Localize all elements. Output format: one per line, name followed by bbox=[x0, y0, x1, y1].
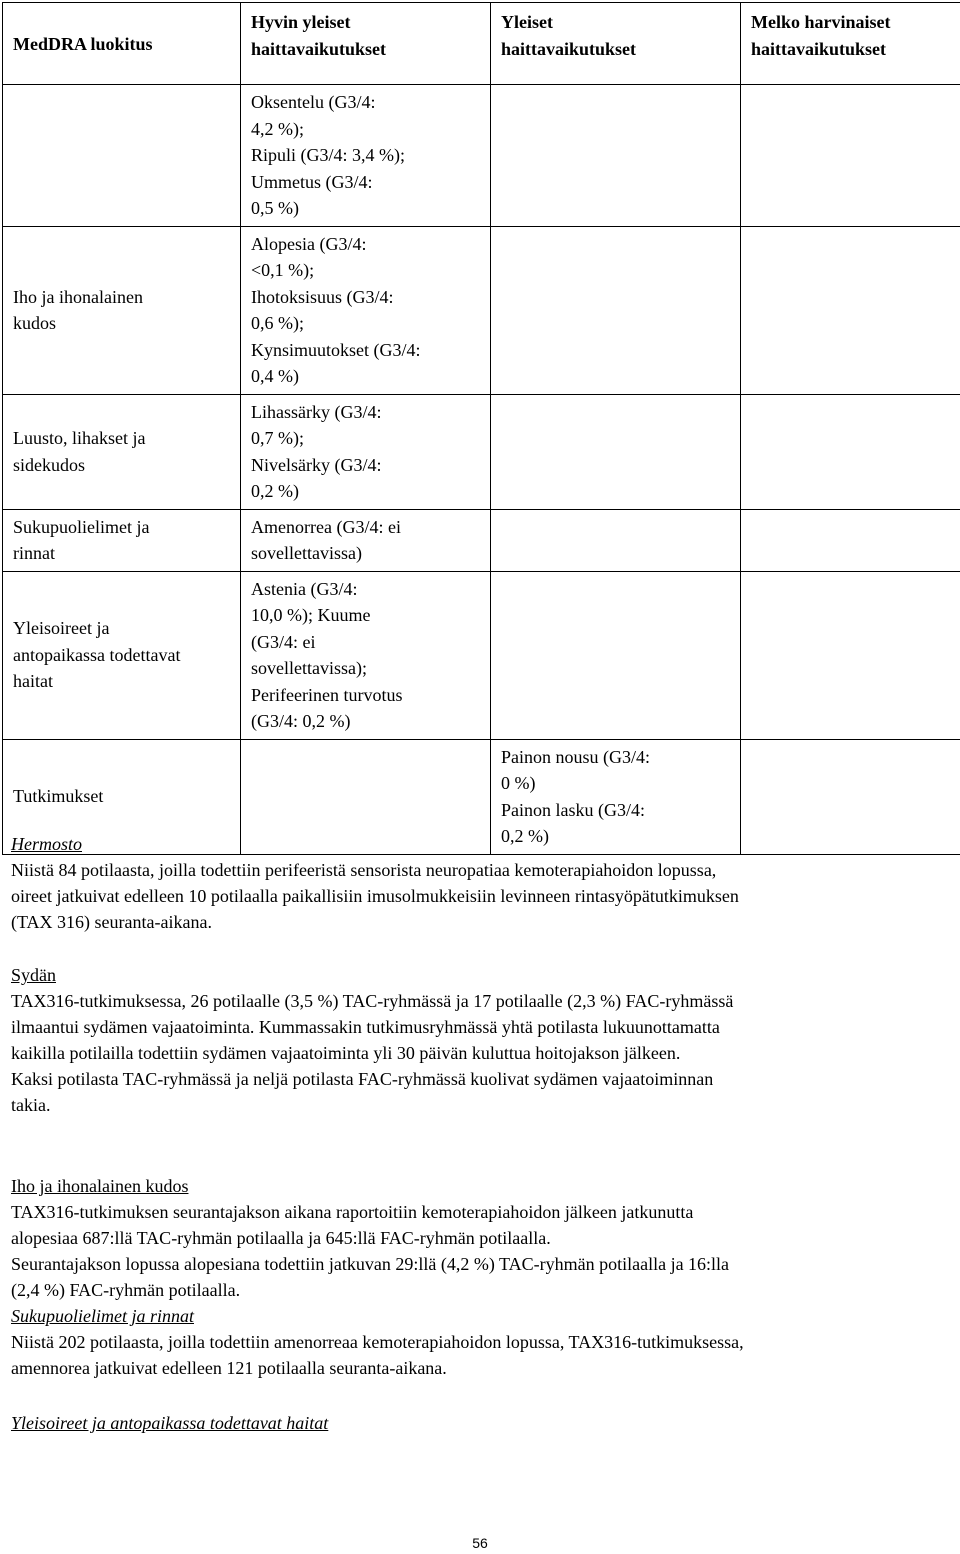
section-sydan: Sydän TAX316-tutkimuksessa, 26 potilaalle (3,5 %) TAC-ryhmässä ja 17 potilaalle (2,3 %) FAC-ryhmässä ilmaantui sydämen vajaatoiminta. Kummassakin tutkimusryhmässä yhtä potilasta lukuunottamatta kaikilla potilailla todettiin sydämen vajaatoiminta yli 30 päivän kuluttua hoitojakson jälkeen. Kaksi potilasta TAC-ryhmässä ja neljä potilasta FAC-ryhmässä kuolivat sydämen vajaatoiminnan takia. bbox=[11, 962, 946, 1118]
category-cell: Luusto, lihakset ja sidekudos bbox=[3, 394, 241, 509]
section-heading: Hermosto bbox=[11, 834, 82, 854]
uncommon-cell bbox=[741, 226, 960, 394]
uncommon-cell bbox=[741, 394, 960, 509]
common-cell bbox=[491, 226, 741, 394]
category-cell: Tutkimukset bbox=[3, 739, 241, 854]
page-number: 56 bbox=[472, 1535, 488, 1551]
category-cell: Iho ja ihonalainen kudos bbox=[3, 226, 241, 394]
common-cell bbox=[491, 571, 741, 739]
category-cell: Yleisoireet ja antopaikassa todettavat haitat bbox=[3, 571, 241, 739]
table-header-row bbox=[3, 3, 960, 85]
section-heading: Sukupuolielimet ja rinnat bbox=[11, 1306, 194, 1326]
section-heading: Sydän bbox=[11, 965, 56, 985]
very-common-cell: Alopesia (G3/4: <0,1 %); Ihotoksisuus (G3/4: 0,6 %); Kynsimuutokset (G3/4: 0,4 %) bbox=[241, 226, 491, 394]
very-common-cell: Oksentelu (G3/4: 4,2 %); Ripuli (G3/4: 3,4 %); Ummetus (G3/4: 0,5 %) bbox=[241, 85, 491, 227]
adverse-reactions-table bbox=[2, 2, 960, 855]
table-row bbox=[3, 226, 960, 394]
section-heading: Yleisoireet ja antopaikassa todettavat haitat bbox=[11, 1413, 329, 1433]
section-hermosto: Hermosto Niistä 84 potilaasta, joilla todettiin perifeeristä sensorista neuropatiaa kemoterapiahoidon lopussa, oireet jatkuivat edelleen 10 potilaalla paikallisiin imusolmukkeisiin levinneen rintasyöpätutkimuksen (TAX 316) seuranta-aikana. bbox=[11, 831, 946, 935]
very-common-cell: Lihassärky (G3/4: 0,7 %); Nivelsärky (G3/4: 0,2 %) bbox=[241, 394, 491, 509]
category-cell bbox=[3, 85, 241, 227]
very-common-cell: Astenia (G3/4: 10,0 %); Kuume (G3/4: ei sovellettavissa); Perifeerinen turvotus (G3/4: 0,2 %) bbox=[241, 571, 491, 739]
header-uncommon: Melko harvinaiset haittavaikutukset bbox=[741, 3, 960, 85]
category-cell: Sukupuolielimet ja rinnat bbox=[3, 509, 241, 571]
uncommon-cell bbox=[741, 85, 960, 227]
common-cell bbox=[491, 85, 741, 227]
common-cell: Painon nousu (G3/4: 0 %) Painon lasku (G3/4: 0,2 %) bbox=[491, 739, 741, 854]
table-row bbox=[3, 85, 960, 227]
table-row bbox=[3, 571, 960, 739]
common-cell bbox=[491, 394, 741, 509]
header-very-common: Hyvin yleiset haittavaikutukset bbox=[241, 3, 491, 85]
section-iho: Iho ja ihonalainen kudos TAX316-tutkimuksen seurantajakson aikana raportoitiin kemoterapiahoidon jälkeen jatkunutta alopesiaa 687:llä TAC-ryhmän potilaalla ja 645:llä FAC-ryhmän potilaalla. Seurantajakson lopussa alopesiana todettiin jatkuvan 29:llä (4,2 %) TAC-ryhmän potilaalla ja 16:lla (2,4 %) FAC-ryhmän potilaalla. Sukupuolielimet ja rinnat Niistä 202 potilaasta, joilla todettiin amenorreaa kemoterapiahoidon lopussa, TAX316-tutkimuksessa, amennorea jatkuivat edelleen 121 potilaalla seuranta-aikana. bbox=[11, 1173, 946, 1381]
header-common: Yleiset haittavaikutukset bbox=[491, 3, 741, 85]
header-meddra: MedDRA luokitus bbox=[3, 3, 241, 85]
section-yleisoireet bbox=[11, 1410, 946, 1436]
table-row bbox=[3, 394, 960, 509]
very-common-cell: Amenorrea (G3/4: ei sovellettavissa) bbox=[241, 509, 491, 571]
table-row bbox=[3, 509, 960, 571]
section-heading: Iho ja ihonalainen kudos bbox=[11, 1176, 189, 1196]
uncommon-cell bbox=[741, 509, 960, 571]
common-cell bbox=[491, 509, 741, 571]
uncommon-cell bbox=[741, 571, 960, 739]
